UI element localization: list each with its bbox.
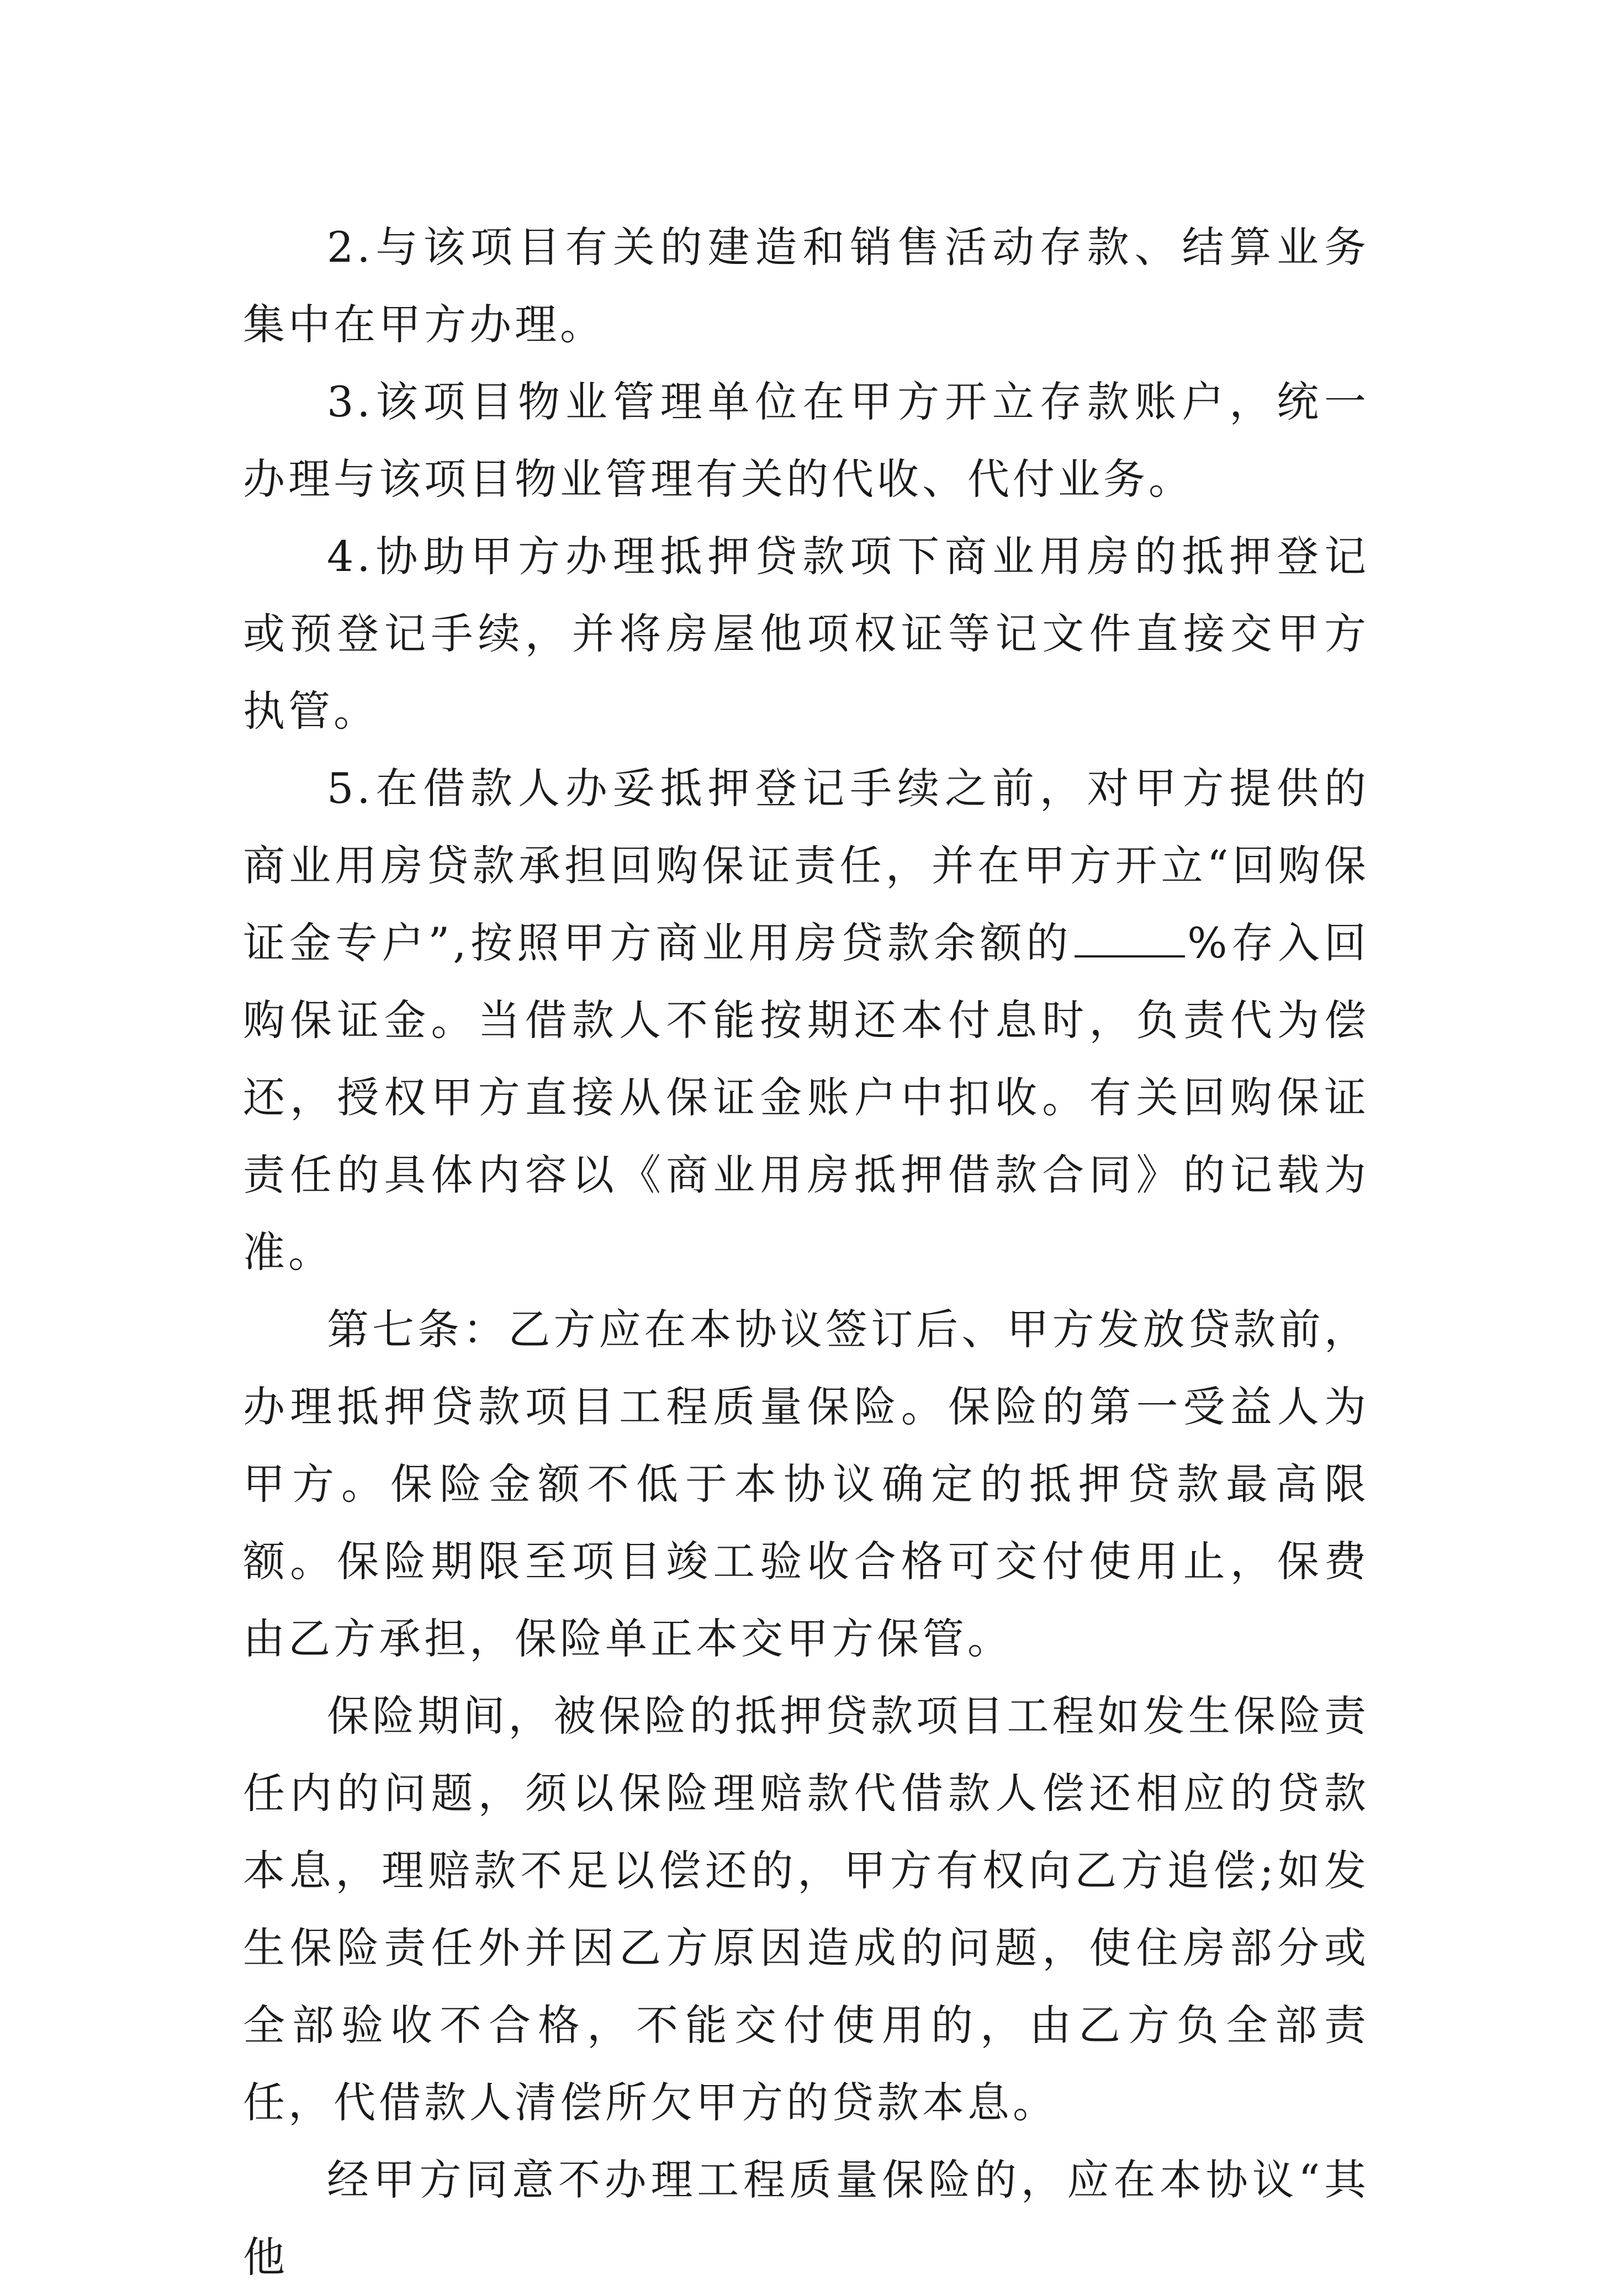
paragraph-article-7: 第七条：乙方应在本协议签订后、甲方发放贷款前，办理抵押贷款项目工程质量保险。保险的第一受益人为甲方。保险金额不低于本协议确定的抵押贷款最高限额。保险期限至项目竣工验收合格可交付使用止，保费由乙方承担，保险单正本交甲方保管。 xyxy=(243,1305,1369,1663)
document-body xyxy=(243,209,1369,2296)
paragraph-item-5 xyxy=(243,750,1369,1291)
paragraph-item-5-part2: %存入回购保证金。当借款人不能按期还本付息时，负责代为偿还，授权甲方直接从保证金账户中扣收。有关回购保证责任的具体内容以《商业用房抵押借款合同》的记载为准。 xyxy=(243,918,1370,1277)
paragraph-item-4: 4.协助甲方办理抵押贷款项下商业用房的抵押登记或预登记手续，并将房屋他项权证等记文件直接交甲方执管。 xyxy=(243,532,1369,736)
paragraph-item-5-part1: 5.在借款人办妥抵押登记手续之前，对甲方提供的商业用房贷款承担回购保证责任，并在甲方开立“回购保证金专户”,按照甲方商业用房贷款余额的 xyxy=(243,764,1369,967)
paragraph-item-2: 2.与该项目有关的建造和销售活动存款、结算业务集中在甲方办理。 xyxy=(243,223,1369,349)
fill-in-blank-line xyxy=(1075,917,1185,957)
paragraph-no-insurance: 经甲方同意不办理工程质量保险的，应在本协议“其他 xyxy=(243,2155,1369,2282)
paragraph-item-3: 3.该项目物业管理单位在甲方开立存款账户，统一办理与该项目物业管理有关的代收、代付业务。 xyxy=(243,377,1369,504)
paragraph-insurance-period: 保险期间，被保险的抵押贷款项目工程如发生保险责任内的问题，须以保险理赔款代借款人偿还相应的贷款本息，理赔款不足以偿还的，甲方有权向乙方追偿;如发生保险责任外并因乙方原因造成的问题，使住房部分或全部验收不合格，不能交付使用的，由乙方负全部责任，代借款人清偿所欠甲方的贷款本息。 xyxy=(243,1691,1369,2127)
